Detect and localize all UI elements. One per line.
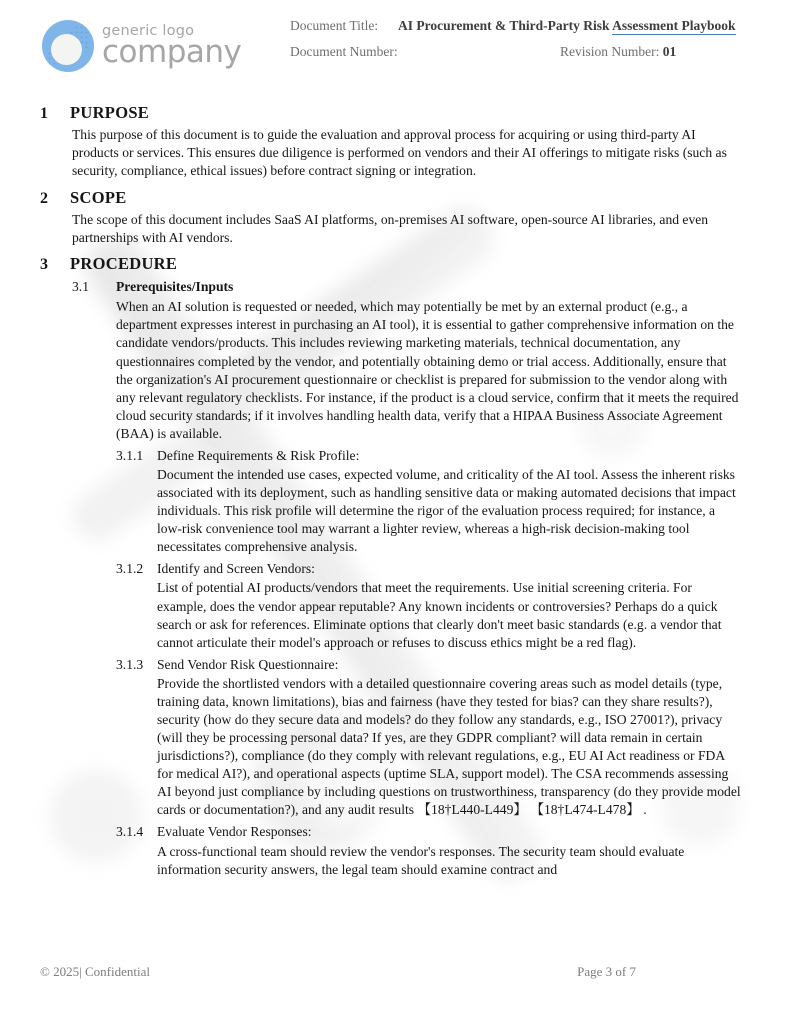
step-body-identify-screen-vendors: List of potential AI products/vendors that meet the requirements. Use initial screening criteria. For example, does the vendor appear reputable? Any known incidents or controversies? Perhaps do a quick search or ask for references. Eliminate options that clearly don't meet basic standards (e.g. a vendor that cannot articulate their model's approach or refuses to discuss ethics might be a red flag).	[157, 580, 722, 650]
step-body-define-requirements: Document the intended use cases, expected volume, and criticality of the AI tool. Assess the inherent risks associated with its deployment, such as handling sensitive data or making automated decisions that impact individuals. This risk profile will determine the rigor of the evaluation process required; for instance, a low-risk convenience tool may warrant a lighter review, whereas a high-risk decision-making tool necessitates comprehensive analysis.	[157, 466, 736, 555]
section-heading-purpose	[40, 102, 742, 124]
subsection-body-prerequisites: When an AI solution is requested or needed, which may potentially be met by an external product (e.g., a department expresses interest in purchasing an AI tool), it is essential to gather comprehensive information on the candidate vendors/products. This includes reviewing marketing materials, technical documentation, any questionnaires completed by the vendor, and potentially obtaining demo or trial access. Additionally, ensure that the organization's AI procurement questionnaire or checklist is prepared for submission to the vendor along with any relevant regulatory checklists. For instance, if the product is a cloud service, confirm that it meets the required cloud security standards; if it involves handling health data, verify that a HIPAA Business Associate Agreement (BAA) is available.	[116, 299, 739, 441]
section-number: 3	[40, 255, 49, 273]
step-number: 3.1.4	[116, 824, 144, 840]
document-body	[0, 92, 788, 879]
step-title: Send Vendor Risk Questionnaire:	[157, 656, 339, 672]
step-title: Evaluate Vendor Responses:	[157, 824, 312, 840]
company-logo	[40, 12, 290, 74]
logo-line-1: generic logo	[102, 22, 195, 39]
document-title-underlined: Assessment Playbook	[612, 18, 736, 33]
step-number: 3.1.2	[116, 561, 144, 577]
logo-wordmark	[102, 24, 241, 69]
step-number: 3.1.1	[116, 447, 144, 463]
section-body-scope: The scope of this document includes SaaS AI platforms, on-premises AI software, open-source AI libraries, and even partnerships with AI vendors.	[72, 211, 709, 245]
document-title-row	[290, 18, 742, 34]
section-title: PROCEDURE	[70, 253, 178, 273]
section-title: SCOPE	[70, 187, 127, 207]
step-heading-define-requirements	[116, 447, 742, 465]
subsection-number: 3.1	[72, 279, 89, 295]
logo-line-2: company	[102, 34, 242, 71]
footer-copyright: © 2025| Confidential	[40, 964, 150, 979]
revision-number-field	[560, 44, 676, 60]
subsection-heading-prerequisites	[72, 278, 742, 296]
step-title: Identify and Screen Vendors:	[157, 561, 315, 577]
revision-number-label: Revision Number:	[560, 44, 660, 59]
step-body-evaluate-vendor-responses: A cross-functional team should review the vendor's responses. The security team should evaluate information security answers, the legal team should examine contract and	[157, 843, 685, 877]
section-number: 1	[40, 105, 49, 122]
section-title: PURPOSE	[70, 103, 150, 122]
section-body-purpose: This purpose of this document is to guide the evaluation and approval process for acquiring or using third-party AI products or services. This ensures due diligence is performed on vendors and their AI offerings to mitigate risks (such as security, compliance, ethical issues) before contract signing or integration.	[72, 127, 727, 179]
footer-page-number: Page 3 of 7	[577, 964, 636, 979]
document-title-label: Document Title:	[290, 18, 379, 33]
step-heading-identify-screen-vendors	[116, 560, 742, 578]
revision-number-value: 01	[662, 44, 677, 59]
generic-logo-circle-icon	[40, 18, 96, 74]
document-number-field	[290, 44, 560, 60]
document-number-row	[290, 44, 742, 60]
document-header	[0, 0, 788, 92]
document-title-value	[398, 18, 742, 34]
subsection-title: Prerequisites/Inputs	[116, 279, 234, 295]
step-body-send-vendor-risk-questionnaire: Provide the shortlisted vendors with a detailed questionnaire covering areas such as model details (type, training data, known limitations), bias and fairness (have they tested for bias? can they share results?), security (how do they secure data and models? do they follow any standards, e.g., ISO 27001?), privacy (will they be processing personal data? If yes, are they GDPR compliant? will data remain in certain jurisdictions?), compliance (do they comply with relevant regulations, e.g., EU AI Act readiness or FDA for medical AI?), and operational aspects (uptime SLA, support model). The CSA recommends assessing AI beyond just compliance by including questions on trustworthiness, transparency (do they provide model cards or documentation?), and any audit results 【18†L440-L449】 【18†L474-L478】 .	[157, 675, 741, 818]
step-heading-send-vendor-risk-questionnaire	[116, 656, 742, 674]
document-number-label: Document Number:	[290, 44, 398, 59]
document-title-plain: AI Procurement & Third-Party Risk	[398, 18, 613, 33]
section-number: 2	[40, 189, 49, 207]
section-heading-procedure	[40, 253, 742, 275]
step-title: Define Requirements & Risk Profile:	[157, 447, 360, 463]
step-number: 3.1.3	[116, 656, 144, 672]
step-heading-evaluate-vendor-responses	[116, 823, 742, 841]
section-heading-scope	[40, 187, 742, 209]
document-footer	[0, 964, 788, 980]
header-fields	[290, 12, 742, 60]
